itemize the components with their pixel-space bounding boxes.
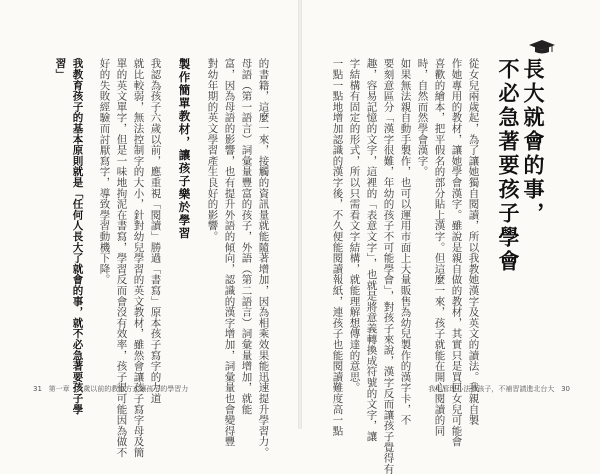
right-page-footer — [428, 384, 570, 394]
key-principle-column: 我教育孩子的基本原則就是「任何人長大了就會的事，就不必急著要孩子學 — [71, 58, 84, 415]
left-body-column: 富，因為母語的影響，也有提升外語的傾向，認識的漢字增加，詞彙量也會變得豐 — [223, 58, 236, 447]
left-section-column: 單的英文單字，但是一味地拘泥在書寫，學習反而會沒有效率，孩子很可能因為做不 — [115, 58, 128, 458]
right-body-column: 從女兒兩歲起，為了讓她獨自閱讀，所以我教她漢字及英文的讀法。我親自製 — [467, 58, 480, 426]
right-body-column: 一點一點地增加認識的漢字後，不久便能閱讀報紙，連孩子也能閱讀難度高一點 — [331, 58, 344, 436]
book-running-title: 我用管理心法帶孩子，不補習請進北台大 — [428, 385, 555, 393]
page-number: 30 — [561, 385, 570, 393]
chapter-label: 第一章 — [48, 385, 70, 393]
chapter-title-line-2: 不必急著要孩子學會 — [496, 58, 521, 274]
left-body-column: 的書籍，這麼一來，接觸的資訊量就能隨著增加，因為相乘效果能迅速提升學習力。 — [257, 58, 270, 458]
graduation-cap-icon — [529, 40, 555, 54]
right-body-column: 作她專用的教材，讓她學會漢字。雖說是親自做的教材，其實只是買回女兒可能會 — [450, 58, 463, 447]
left-body-column: 母語（第一語言）詞彙量豐富的孩子，外語（第二語言）詞彙量增加，就能 — [240, 58, 253, 415]
right-page — [300, 0, 600, 474]
right-body-column: 如果無法親自動手製作，也可以運用市面上大量販售為幼兒製作的漢字卡，不 — [399, 58, 412, 426]
chapter-running-title: 六歲以前的教育方式讓孩子的學習力 — [76, 385, 189, 393]
right-body-column: 字結構有固定的形式，所以只需看文字結構，就能理解想傳達的意思。 — [348, 58, 361, 393]
right-body-column: 要刻意區分「漢字很難，年幼的孩子不可能學會」，對孩子來說，漢字反而讓孩子覺得有 — [382, 58, 395, 474]
book-gutter — [298, 0, 302, 429]
key-principle-column: 習」 — [54, 58, 67, 80]
left-section-column: 我認為孩子六歲以前，應重視「閱讀」勝過「書寫」原本孩子寫字的力道 — [149, 58, 162, 404]
left-section-column: 就比較弱，無法控制字的大小，針對幼兒學習的英文教材，雖然會讓孩子寫字母及簡 — [132, 58, 145, 458]
chapter-title-line-1: 長大就會的事， — [521, 58, 546, 226]
left-page-footer — [33, 384, 188, 394]
right-body-column: 喜歡的繪本，把平假名的部分貼上漢字。但這麼一來，孩子就能在開心閱讀的同 — [433, 58, 446, 436]
page-number: 31 — [33, 385, 42, 393]
left-body-column: 對幼年期的英文學習產生良好的影響。 — [206, 58, 219, 242]
right-body-column: 時，自然而然學會漢字。 — [416, 58, 429, 177]
right-body-column: 趣，容易記憶的文字，這裡的「表意文字」，也就是將意義轉換成符號的文字，讓 — [365, 58, 378, 442]
section-heading: 製作簡單教材，讓孩子樂於學習 — [177, 58, 192, 240]
left-section-column: 好的失敗經驗而討厭寫字，導致學習動機下降。 — [98, 58, 111, 285]
